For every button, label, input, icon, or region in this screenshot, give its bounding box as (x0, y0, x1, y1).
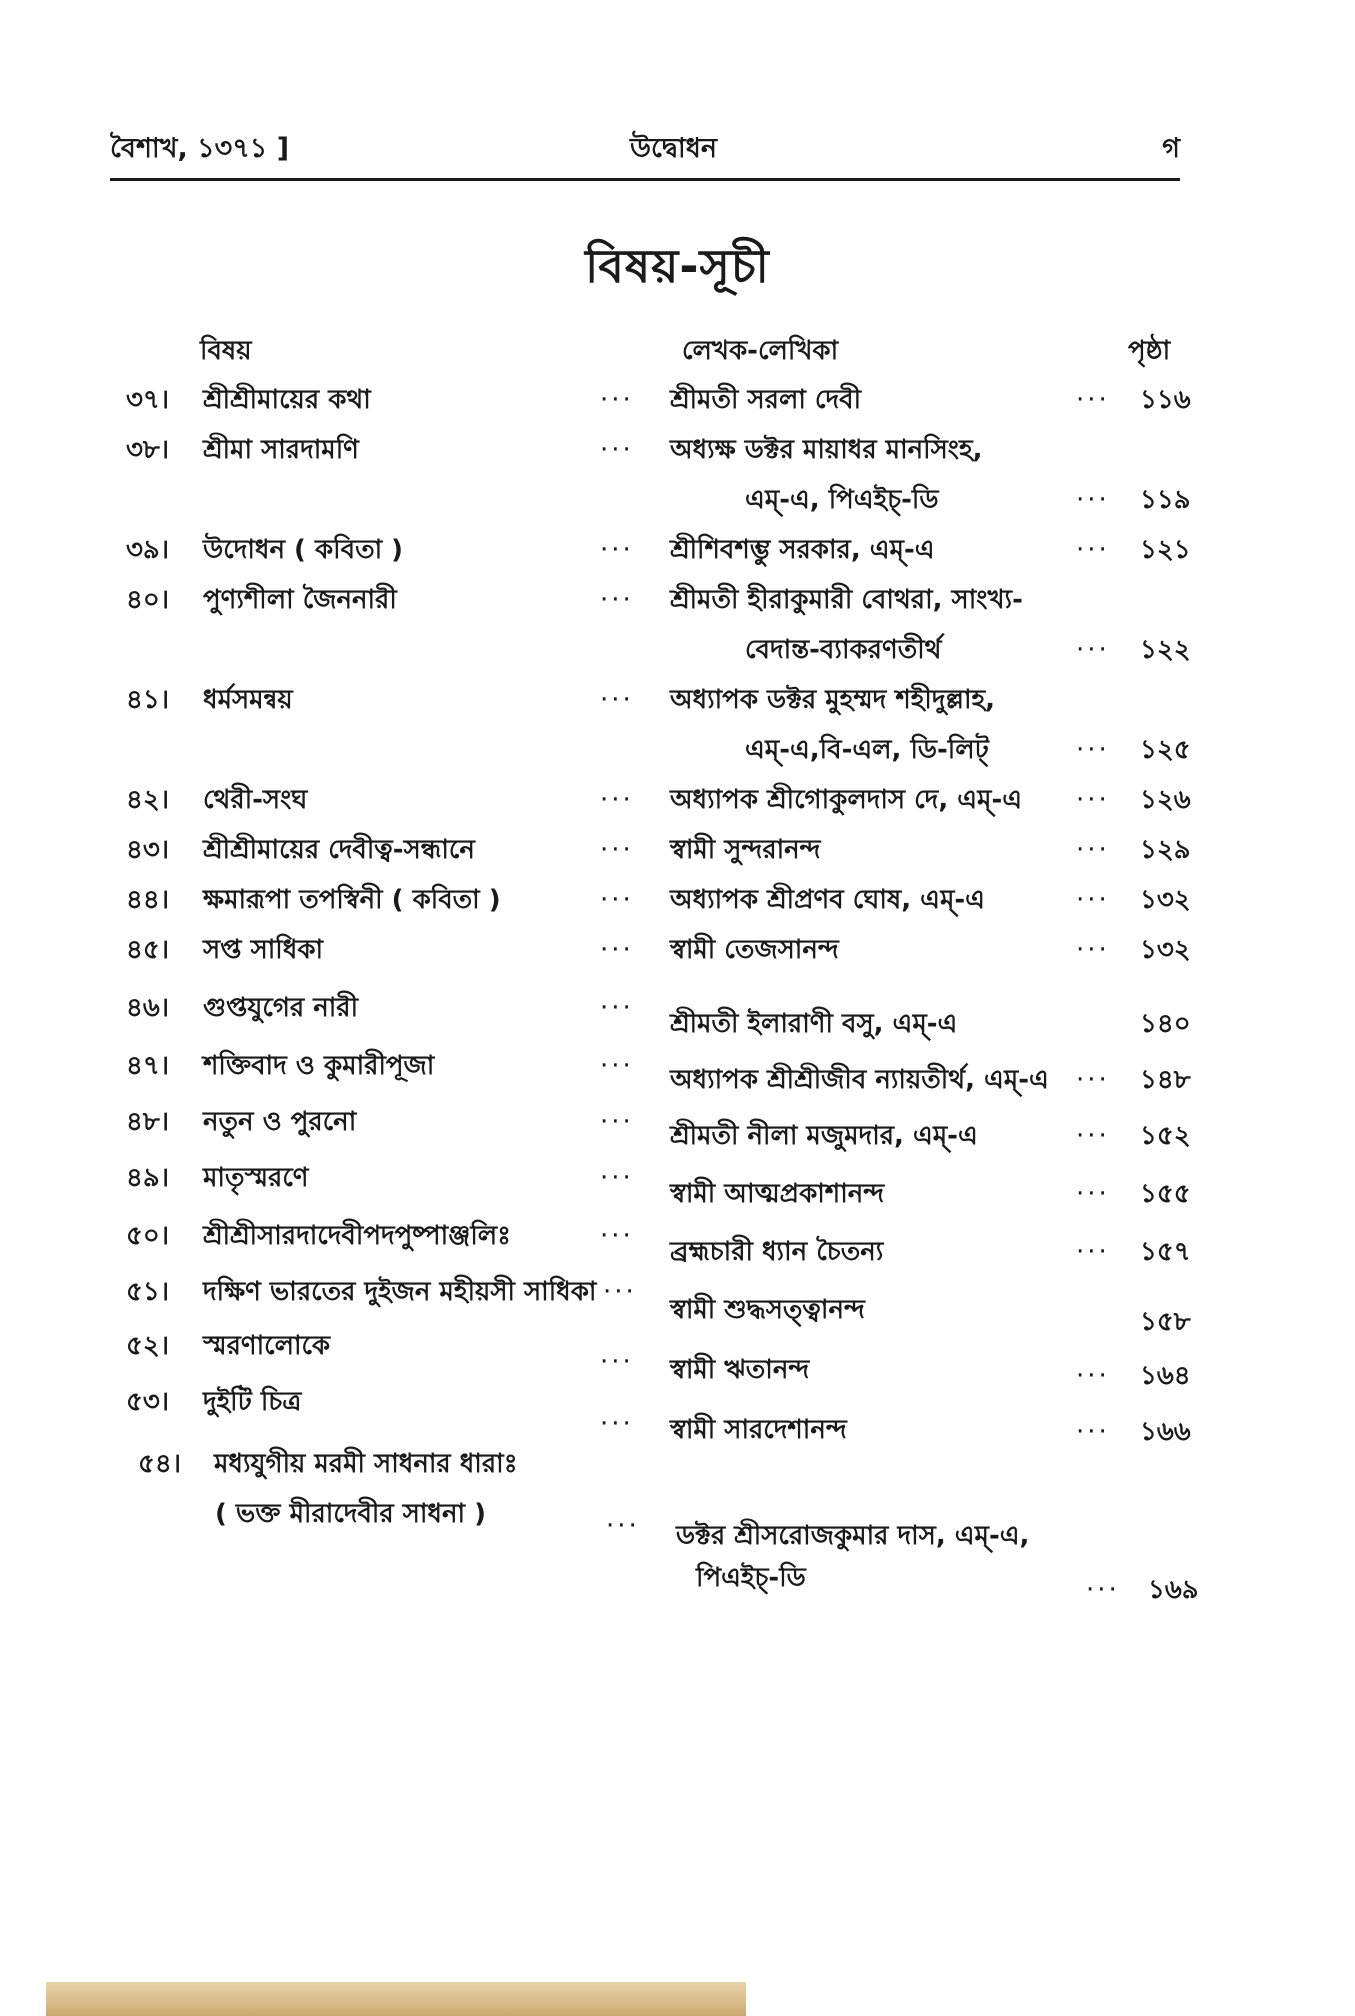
entry-author: শ্রীমতী হীরাকুমারী বোথরা, সাংখ্য- (670, 585, 1023, 615)
entry-author: অধ্যক্ষ ডক্টর মায়াধর মানসিংহ, (670, 435, 983, 465)
entry-author-line2: এম্-এ, পিএইচ্-ডি (745, 485, 939, 515)
entry-subject: দুইটি চিত্র (203, 1387, 302, 1417)
entry-number: ৪৭। (126, 1051, 170, 1081)
entry-number: ৪৯। (126, 1163, 170, 1193)
leader-dots: ··· (600, 993, 634, 1023)
entry-number: ৪৪। (126, 885, 170, 915)
leader-dots: ··· (600, 1051, 634, 1081)
leader-dots: ··· (1076, 635, 1110, 665)
entry-subject: দক্ষিণ ভারতের দুইজন মহীয়সী সাধিকা (203, 1277, 597, 1307)
entry-page: ১৫৫ (1140, 1179, 1191, 1209)
entry-page: ১১৬ (1140, 385, 1191, 415)
leader-dots: ··· (603, 1277, 637, 1307)
entry-page: ১৩২ (1140, 935, 1191, 965)
entry-number: ৪০। (126, 585, 170, 615)
entry-author: শ্রীমতী নীলা মজুমদার, এম্-এ (670, 1121, 978, 1151)
entry-page: ১৫২ (1140, 1121, 1191, 1151)
entry-page: ১২৯ (1140, 835, 1191, 865)
running-head (110, 128, 1180, 178)
entry-author: ব্রহ্মচারী ধ্যান চৈতন্য (670, 1237, 884, 1267)
leader-dots: ··· (1076, 385, 1110, 415)
header-rule (110, 178, 1180, 181)
entry-author: স্বামী সারদেশানন্দ (670, 1415, 847, 1445)
leader-dots: ··· (600, 785, 634, 815)
leader-dots: ··· (600, 685, 634, 715)
entry-subject: নতুন ও পুরনো (203, 1107, 357, 1137)
entry-number: ৫২। (126, 1331, 170, 1361)
entry-number: ৪৮। (126, 1107, 170, 1137)
entry-page: ১৫৮ (1140, 1307, 1191, 1337)
entry-subject: থেরী-সংঘ (203, 785, 308, 815)
column-header-page: পৃষ্ঠা (1128, 336, 1171, 366)
entry-page: ১৫৭ (1140, 1237, 1191, 1267)
entry-author: শ্রীশিবশম্ভু সরকার, এম্-এ (670, 535, 935, 565)
entry-author: অধ্যাপক ডক্টর মুহম্মদ শহীদুল্লাহ, (670, 685, 996, 715)
leader-dots: ··· (600, 385, 634, 415)
entry-subject: স্মরণালোকে (203, 1331, 331, 1361)
entry-page: ১৪৮ (1140, 1065, 1191, 1095)
leader-dots: ··· (1076, 535, 1110, 565)
leader-dots: ··· (1076, 735, 1110, 765)
leader-dots: ··· (1076, 1179, 1110, 1209)
leader-dots: ··· (600, 1163, 634, 1193)
entry-page: ১৩২ (1140, 885, 1191, 915)
entry-subject: শ্রীশ্রীসারদাদেবীপদপুষ্পাঞ্জলিঃ (203, 1221, 512, 1251)
entry-page: ১২৬ (1140, 785, 1191, 815)
leader-dots: ··· (600, 1221, 634, 1251)
entry-number: ৫১। (126, 1277, 170, 1307)
entry-subject: শ্রীমা সারদামণি (203, 435, 359, 465)
entry-page: ১২১ (1140, 535, 1191, 565)
entry-subject: শ্রীশ্রীমায়ের দেবীত্ব-সন্ধানে (203, 835, 475, 865)
leader-dots: ··· (1076, 1417, 1110, 1447)
entry-author: স্বামী আত্মপ্রকাশানন্দ (670, 1179, 885, 1209)
entry-number: ৪৩। (126, 835, 170, 865)
leader-dots: ··· (1076, 1237, 1110, 1267)
entry-page: ১৪০ (1140, 1009, 1191, 1039)
leader-dots: ··· (1076, 935, 1110, 965)
entry-subject: মাতৃস্মরণে (203, 1163, 309, 1193)
leader-dots: ··· (600, 435, 634, 465)
entry-page: ১১৯ (1140, 485, 1191, 515)
entry-author-line2: বেদান্ত-ব্যাকরণতীর্থ (745, 635, 942, 665)
entry-author: ডক্টর শ্রীসরোজকুমার দাস, এম্-এ, (676, 1521, 1030, 1551)
column-header-author: লেখক-লেখিকা (682, 336, 839, 366)
leader-dots: ··· (600, 935, 634, 965)
entry-author: অধ্যাপক শ্রীশ্রীজীব ন্যায়তীর্থ, এম্-এ (670, 1065, 1049, 1095)
entry-number: ৪৬। (126, 993, 170, 1023)
entry-subject-line2: ( ভক্ত মীরাদেবীর সাধনা ) (215, 1499, 486, 1529)
entry-number: ৪৫। (126, 935, 170, 965)
entry-subject: শ্রীশ্রীমায়ের কথা (203, 385, 371, 415)
entry-subject: সপ্ত সাধিকা (203, 935, 324, 965)
entry-number: ৫৩। (126, 1387, 170, 1417)
entry-page: ১৬৪ (1140, 1361, 1191, 1391)
leader-dots: ··· (1076, 1065, 1110, 1095)
entry-author: স্বামী সুন্দরানন্দ (670, 835, 821, 865)
entry-number: ৩৮। (126, 435, 170, 465)
entry-author: স্বামী তেজসানন্দ (670, 935, 839, 965)
entry-author-line2: পিএইচ্-ডি (696, 1563, 806, 1593)
column-header-subject: বিষয় (200, 336, 252, 366)
leader-dots: ··· (1086, 1575, 1120, 1605)
entry-number: ৩৭। (126, 385, 170, 415)
entry-subject: মধ্যযুগীয় মরমী সাধনার ধারাঃ (214, 1449, 518, 1479)
journal-name: উদ্বোধন (630, 133, 718, 164)
entry-subject: ধর্মসমন্বয় (203, 685, 293, 715)
leader-dots: ··· (600, 835, 634, 865)
entry-page: ১৬৯ (1148, 1575, 1199, 1605)
entry-author: অধ্যাপক শ্রীগোকুলদাস দে, এম্-এ (670, 785, 1023, 815)
leader-dots: ··· (1076, 485, 1110, 515)
entry-number: ৪২। (126, 785, 170, 815)
entry-author-line2: এম্-এ,বি-এল, ডি-লিট্ (745, 735, 989, 765)
paper-edge-strip (46, 1982, 746, 2016)
leader-dots: ··· (600, 1107, 634, 1137)
entry-author: শ্রীমতী সরলা দেবী (670, 385, 862, 415)
leader-dots: ··· (1076, 1121, 1110, 1151)
entry-number: ৫০। (126, 1221, 170, 1251)
entry-author: স্বামী ঋতানন্দ (670, 1355, 810, 1385)
leader-dots: ··· (1076, 835, 1110, 865)
leader-dots: ··· (1076, 785, 1110, 815)
leader-dots: ··· (600, 885, 634, 915)
entry-subject: উদোধন ( কবিতা ) (203, 535, 404, 565)
page-title: বিষয়-সূচী (585, 239, 770, 293)
leader-dots: ··· (606, 1511, 640, 1541)
leader-dots: ··· (600, 535, 634, 565)
entry-number: ৩৯। (126, 535, 170, 565)
entry-author: শ্রীমতী ইলারাণী বসু, এম্-এ (670, 1009, 958, 1039)
entry-author: অধ্যাপক শ্রীপ্রণব ঘোষ, এম্-এ (670, 885, 985, 915)
leader-dots: ··· (600, 585, 634, 615)
issue-date: বৈশাখ, ১৩৭১ ] (110, 133, 290, 164)
entry-page: ১২৫ (1140, 735, 1191, 765)
leader-dots: ··· (1076, 1361, 1110, 1391)
entry-subject: শক্তিবাদ ও কুমারীপূজা (203, 1051, 435, 1081)
entry-author: স্বামী শুদ্ধসত্ত্বানন্দ (670, 1295, 865, 1325)
leader-dots: ··· (600, 1347, 634, 1377)
entry-number: ৪১। (126, 685, 170, 715)
entry-subject: ক্ষমারূপা তপস্বিনী ( কবিতা ) (203, 885, 501, 915)
leader-dots: ··· (600, 1409, 634, 1439)
entry-page: ১২২ (1140, 635, 1191, 665)
page-number: গ (1162, 133, 1180, 164)
entry-subject: পুণ্যশীলা জৈননারী (203, 585, 397, 615)
leader-dots: ··· (1076, 885, 1110, 915)
entry-number: ৫৪। (138, 1449, 182, 1479)
entry-page: ১৬৬ (1140, 1417, 1191, 1447)
entry-subject: গুপ্তযুগের নারী (203, 993, 359, 1023)
